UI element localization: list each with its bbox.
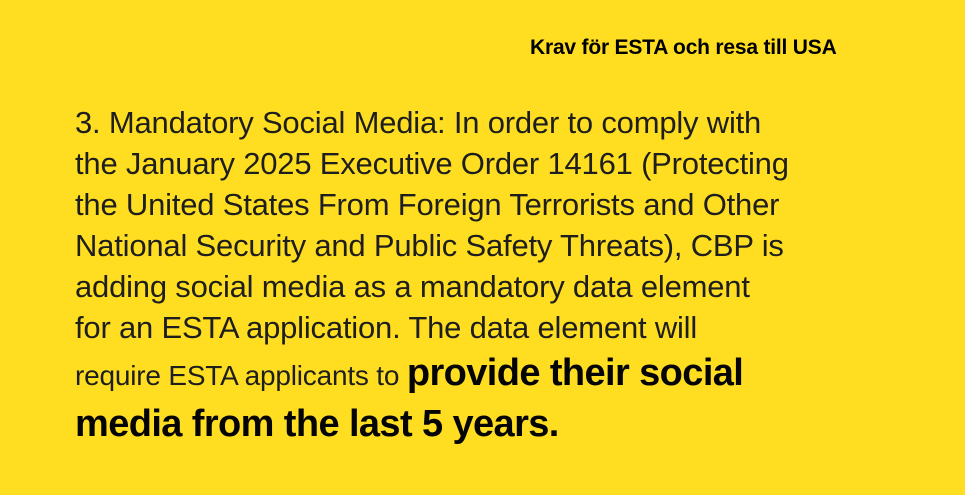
text-regular-segment: require ESTA applicants to [75, 360, 407, 391]
text-line: the January 2025 Executive Order 14161 (Protecting [75, 146, 789, 181]
text-emphasis-segment: provide their social [406, 352, 744, 394]
text-line: adding social media as a mandatory data element [75, 269, 750, 304]
text-line: 3. Mandatory Social Media: In order to comply with [75, 105, 762, 140]
text-line: for an ESTA application. The data element will [75, 310, 698, 345]
text-line: National Security and Public Safety Threats), CBP is [75, 228, 784, 263]
page-title: Krav för ESTA och resa till USA [530, 36, 837, 59]
text-line-mixed [75, 348, 915, 401]
body-text [75, 102, 915, 447]
text-line-emphasis: media from the last 5 years. [75, 403, 559, 445]
text-line: the United States From Foreign Terrorists and Other [75, 187, 780, 222]
